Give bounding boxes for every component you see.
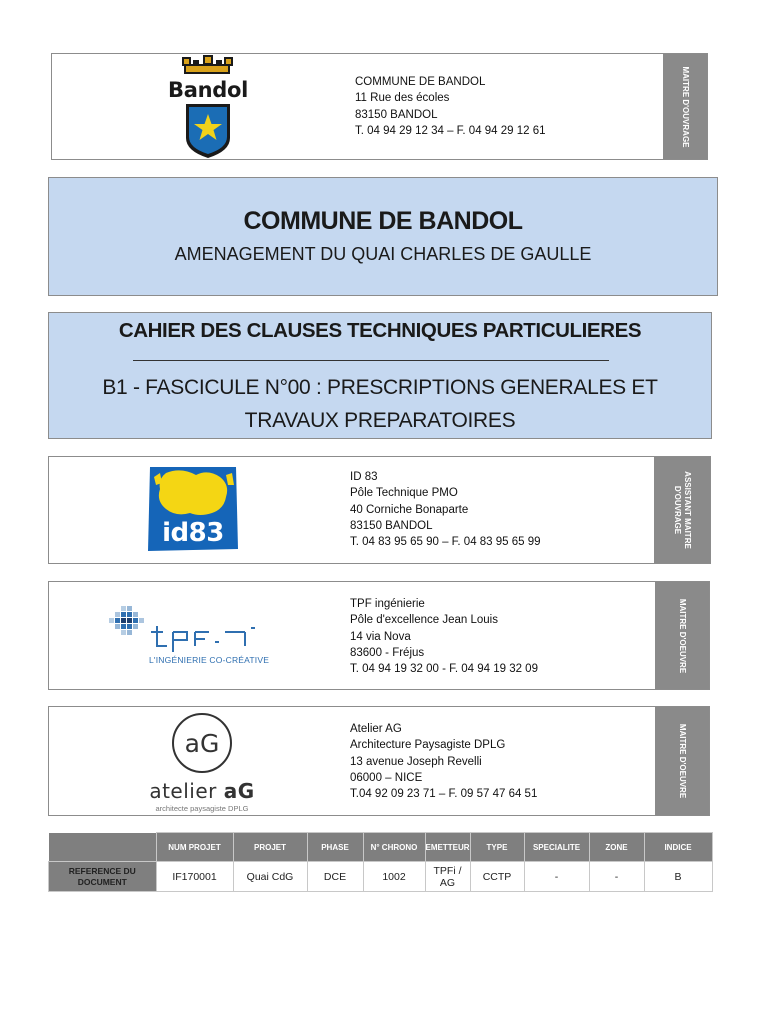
tpf-logo (107, 602, 297, 672)
table-header-cell: N° CHRONO (363, 833, 425, 862)
bandol-crest-icon (153, 54, 263, 160)
table-cell: DCE (307, 862, 363, 892)
owner-block (51, 53, 708, 160)
role-tab (654, 457, 710, 563)
role-tab (663, 54, 707, 159)
assistant-address (350, 469, 541, 550)
table-cell: CCTP (470, 862, 524, 892)
table-cell: - (524, 862, 589, 892)
address-line: T. 04 83 95 65 90 – F. 04 83 95 65 99 (350, 536, 541, 549)
address-line: 40 Corniche Bonaparte (350, 503, 469, 516)
address-line: Pôle Technique PMO (350, 487, 458, 500)
address-line: 83600 - Fréjus (350, 646, 425, 659)
address-line: 13 avenue Joseph Revelli (350, 755, 482, 768)
address-line: TPF ingénierie (350, 598, 425, 610)
table-header-cell: SPECIALITE (524, 833, 589, 862)
address-line: T. 04 94 19 32 00 - F. 04 94 19 32 09 (350, 663, 538, 676)
reference-values-row (49, 862, 713, 892)
table-cell: IF170001 (156, 862, 233, 892)
reference-row-label: REFERENCE DU DOCUMENT (49, 862, 157, 892)
id83-logo (146, 463, 240, 553)
address-line: 06000 – NICE (350, 771, 423, 784)
address-line: Architecture Paysagiste DPLG (350, 739, 506, 752)
table-header-cell: INDICE (644, 833, 712, 862)
atelier-logo-name: atelier aG (149, 779, 255, 803)
assistant-block (48, 456, 711, 564)
atelier-mark-text: aG (184, 729, 220, 758)
atelier-logo-tagline: architecte paysagiste DPLG (155, 804, 249, 813)
fascicule-line-2: TRAVAUX PREPARATOIRES (244, 409, 516, 432)
table-header-cell: PHASE (307, 833, 363, 862)
address-line: 11 Rue des écoles (355, 92, 450, 105)
address-line: T. 04 94 29 12 34 – F. 04 94 29 12 61 (355, 124, 546, 137)
tpf-address (350, 596, 538, 677)
id83-logo-text: id83 (162, 518, 224, 548)
table-cell: - (589, 862, 644, 892)
bandol-logo-text: Bandol (168, 78, 248, 102)
address-line: 83150 BANDOL (350, 519, 433, 532)
document-title: CAHIER DES CLAUSES TECHNIQUES PARTICULIERES (118, 319, 642, 342)
table-corner (49, 833, 157, 862)
role-tab (655, 582, 709, 689)
table-header-cell: TYPE (470, 833, 524, 862)
title-divider (133, 360, 609, 361)
address-line: COMMUNE DE BANDOL (355, 76, 486, 88)
owner-address (355, 74, 546, 139)
role-tab-label: MAITRE D'OEUVRE (678, 598, 687, 673)
address-line: 83150 BANDOL (355, 108, 438, 121)
tpf-logo-tagline: L'INGÉNIERIE CO-CRÉATIVE (149, 655, 270, 665)
table-header-cell: EMETTEUR (425, 833, 470, 862)
reference-header-row (49, 833, 713, 862)
atelier-mark-icon (172, 713, 232, 773)
atelier-block (48, 706, 710, 816)
table-header-cell: NUM PROJET (156, 833, 233, 862)
table-cell: 1002 (363, 862, 425, 892)
address-line: 14 via Nova (350, 630, 411, 643)
reference-table (48, 832, 713, 892)
fascicule-line-1: B1 - FASCICULE N°00 : PRESCRIPTIONS GENERALES ET (102, 376, 658, 399)
role-tab-label: ASSISTANT MAITRE D'OUVRAGE (673, 471, 692, 549)
role-tab-label: MAITRE D'OEUVRE (678, 723, 687, 799)
document-title-banner (48, 312, 712, 439)
table-header-cell: ZONE (589, 833, 644, 862)
tpf-block (48, 581, 710, 690)
role-tab-label: MAITRE D'OUVRAGE (681, 65, 690, 148)
address-line: Atelier AG (350, 723, 402, 735)
table-cell: Quai CdG (233, 862, 307, 892)
banner-subtitle: AMENAGEMENT DU QUAI CHARLES DE GAULLE (174, 244, 592, 264)
banner-title: COMMUNE DE BANDOL (243, 207, 523, 235)
atelier-address (350, 721, 537, 802)
address-line: T.04 92 09 23 71 – F. 09 57 47 64 51 (350, 788, 538, 801)
address-line: ID 83 (350, 471, 378, 483)
role-tab (655, 707, 709, 815)
table-header-cell: PROJET (233, 833, 307, 862)
table-cell: TPFi / AG (425, 862, 470, 892)
address-line: Pôle d'excellence Jean Louis (350, 614, 498, 627)
project-banner (48, 177, 718, 296)
table-cell: B (644, 862, 712, 892)
atelier-logo (137, 713, 267, 813)
bandol-logo (153, 54, 263, 160)
